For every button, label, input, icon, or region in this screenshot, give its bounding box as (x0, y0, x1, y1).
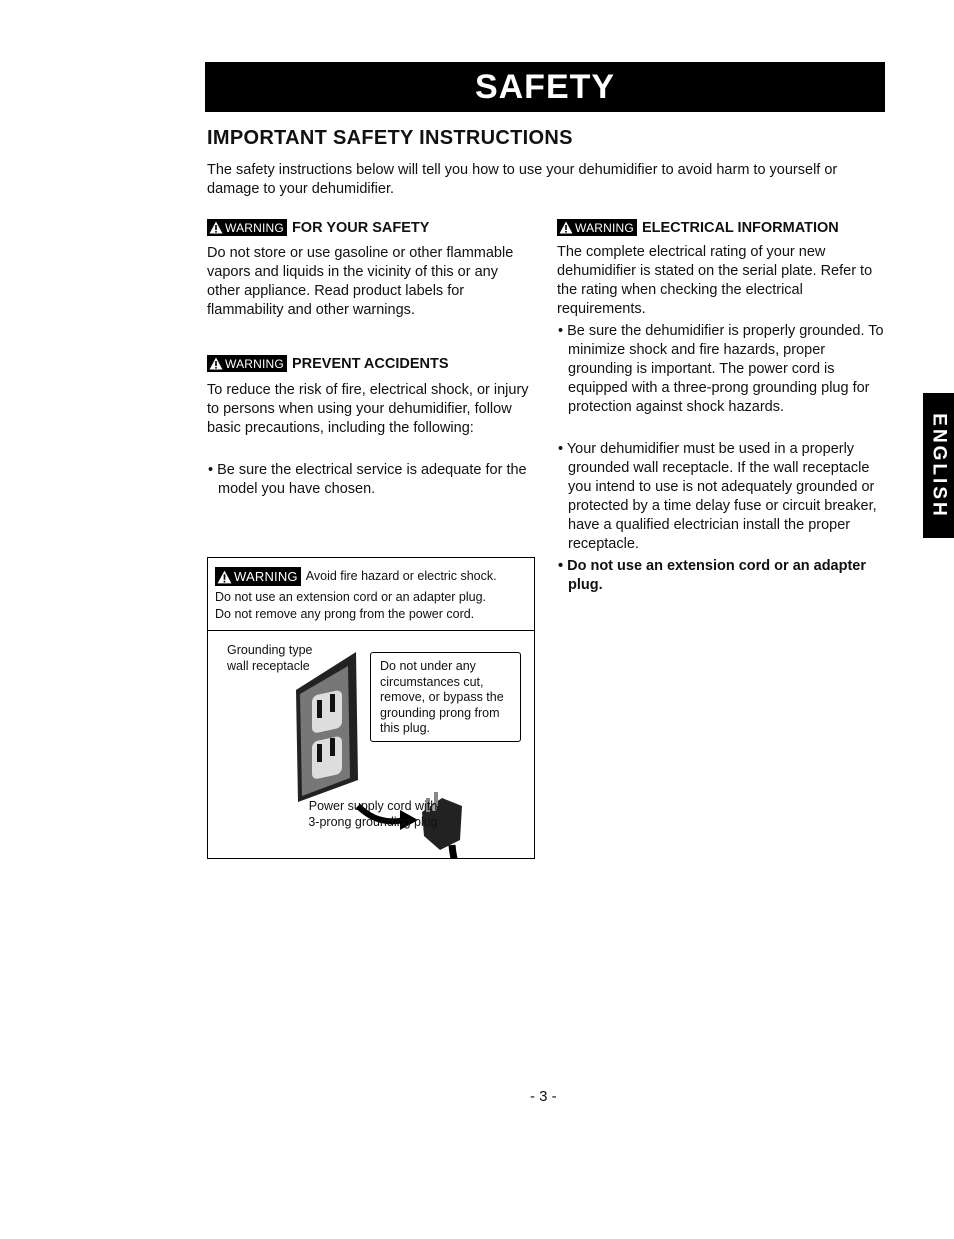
warning-triangle-icon (209, 221, 223, 234)
warning-line-1: Do not use an extension cord or an adapter plug. (215, 590, 487, 604)
intro-paragraph: The safety instructions below will tell you how to use your dehumidifier to avoid harm to yourself or damage to your dehumidifier. (207, 162, 838, 197)
warning-line-2: Do not remove any prong from the power cord. (215, 607, 475, 621)
warning-badge (557, 219, 637, 236)
warning-box-header (208, 558, 534, 631)
for-safety-text: Do not store or use gasoline or other flammable vapors and liquids in the vicinity of this or any other appliance. Read product labels for flammability and other warnings. (207, 245, 514, 318)
electrical-bullet-1: • Be sure the dehumidifier is properly grounded. To minimize shock and fire hazards, proper grounding is important. The power cord is equipped with a three-prong grounding plug for protection against shock hazards. (558, 323, 884, 415)
warning-badge (215, 567, 301, 586)
warning-badge-label: WARNING (225, 220, 284, 235)
warning-triangle-icon (559, 221, 573, 234)
wall-receptacle-icon (296, 652, 358, 802)
warning-badge-label: WARNING (575, 220, 634, 235)
banner-title: SAFETY (474, 67, 616, 106)
grounding-callout: Do not under any circumstances cut, remove, or bypass the grounding prong from this plug. (370, 652, 521, 742)
warning-headline: Avoid fire hazard or electric shock. (305, 569, 497, 583)
electrical-bullet-bold: • Do not use an extension cord or an adapter plug. (558, 558, 867, 593)
electrical-bullet-2: • Your dehumidifier must be used in a properly grounded wall receptacle. If the wall receptacle you intend to use is not adequately grounded or protected by a time delay fuse or circuit breaker, have a qualified electrician install the proper receptacle. (558, 441, 877, 552)
warning-badge-label: WARNING (234, 569, 298, 584)
warning-badge-label: WARNING (225, 356, 284, 371)
electrical-info-heading (557, 219, 839, 236)
prevent-accidents-text: To reduce the risk of fire, electrical shock, or injury to persons when using your dehumidifier, follow basic precautions, including the following: (207, 382, 529, 436)
prevent-accidents-heading-text: PREVENT ACCIDENTS (291, 355, 449, 372)
page-title: IMPORTANT SAFETY INSTRUCTIONS (207, 127, 573, 149)
language-tab-label: ENGLISH (928, 412, 950, 519)
prevent-bullet-1: • Be sure the electrical service is adequate for the model you have chosen. (208, 462, 527, 497)
warning-box-headline-row (215, 567, 497, 586)
for-safety-heading (207, 219, 429, 236)
page-number: - 3 - (530, 1088, 557, 1105)
section-banner (205, 62, 885, 112)
warning-badge (207, 355, 287, 372)
electrical-info-text: The complete electrical rating of your new dehumidifier is stated on the serial plate. Refer to the rating when checking the electrical requirements. (557, 244, 873, 317)
prevent-accidents-heading (207, 355, 449, 372)
warning-badge (207, 219, 287, 236)
language-tab (923, 393, 954, 538)
cord-label: Power supply cord with 3-prong grounding plug (308, 799, 438, 829)
for-safety-heading-text: FOR YOUR SAFETY (291, 219, 430, 236)
warning-triangle-icon (209, 357, 223, 370)
electrical-info-heading-text: ELECTRICAL INFORMATION (641, 219, 839, 236)
receptacle-label: Grounding type wall receptacle (227, 643, 313, 673)
warning-triangle-icon (217, 570, 232, 584)
